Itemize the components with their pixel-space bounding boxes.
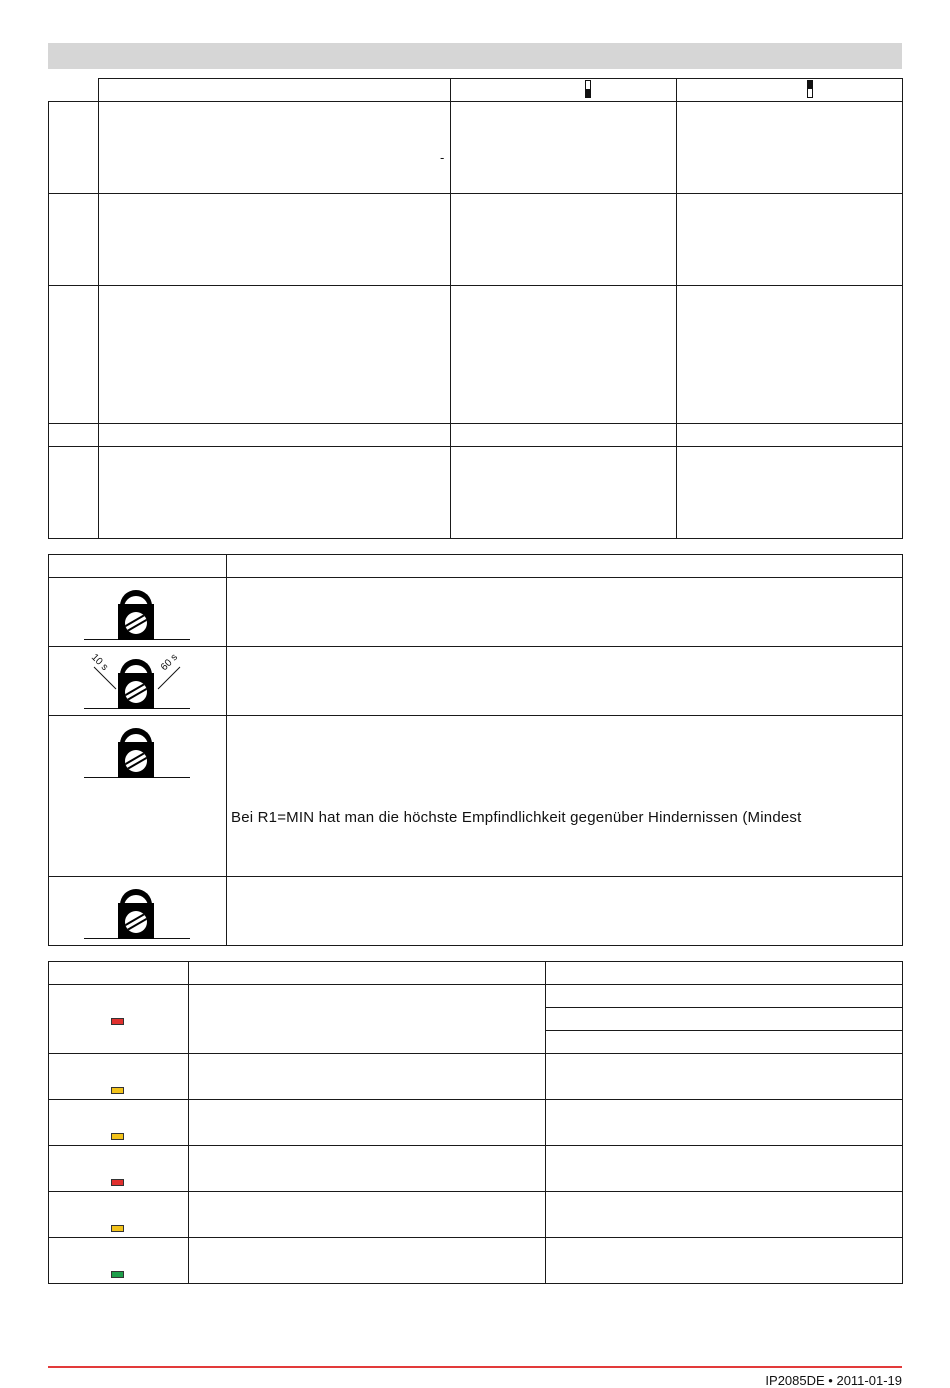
table3-bottom-border: [48, 1283, 903, 1284]
table3-row-divider: [48, 1237, 903, 1238]
hyphenation-dash: -: [440, 150, 445, 165]
table1-col-divider-3: [676, 78, 677, 538]
table3-subrow-divider: [545, 1030, 903, 1031]
table3-top-border: [48, 961, 903, 962]
table2-row-divider: [48, 715, 903, 716]
table2-left-border: [48, 554, 49, 945]
table1-top-border: [98, 78, 903, 79]
table1-bottom-border: [48, 538, 903, 539]
table2-col-divider: [226, 554, 227, 945]
table3-header-divider: [48, 984, 903, 985]
table2-header-divider: [48, 577, 903, 578]
table2-top-border: [48, 554, 903, 555]
footer-doc-id: IP2085DE • 2011-01-19: [765, 1373, 902, 1388]
table3-row-divider: [48, 1099, 903, 1100]
trimmer-sensitivity-icon: [84, 724, 190, 780]
table2-row-divider: [48, 646, 903, 647]
table3-row-divider: [48, 1053, 903, 1054]
table3-col-divider-2: [545, 961, 546, 1283]
table1-col-divider-1: [98, 78, 99, 538]
dip-switch-off-icon: [585, 80, 591, 98]
table1-row-divider: [48, 423, 903, 424]
table2-right-border: [902, 554, 903, 945]
trimmer-time-icon: [84, 651, 190, 711]
led-green-icon: [111, 1271, 124, 1278]
table2-row-divider: [48, 876, 903, 877]
table3-right-border: [902, 961, 903, 1283]
led-yellow-icon: [111, 1225, 124, 1232]
led-yellow-icon: [111, 1087, 124, 1094]
table1-row-divider: [48, 446, 903, 447]
dip-switch-on-icon: [807, 80, 813, 98]
table3-left-border: [48, 961, 49, 1283]
table1-row-divider: [48, 285, 903, 286]
led-yellow-icon: [111, 1133, 124, 1140]
table2-bottom-border: [48, 945, 903, 946]
footer-rule: [48, 1366, 902, 1368]
scale-min-label: 10 s: [88, 651, 111, 674]
sensitivity-description: Bei R1=MIN hat man die höchste Empfindlichkeit gegenüber Hindernissen (Mindest: [231, 809, 802, 826]
table1-header-divider: [48, 101, 903, 102]
trimmer-potentiometer-icon: [84, 586, 190, 642]
table3-subrow-divider: [545, 1007, 903, 1008]
table3-row-divider: [48, 1191, 903, 1192]
trimmer-potentiometer-icon: [84, 885, 190, 941]
table1-row-divider: [48, 193, 903, 194]
header-bar: [48, 43, 902, 69]
table1-left-border: [48, 101, 49, 538]
table3-row-divider: [48, 1145, 903, 1146]
led-red-icon: [111, 1179, 124, 1186]
table1-right-border: [902, 78, 903, 538]
table3-col-divider-1: [188, 961, 189, 1283]
led-red-icon: [111, 1018, 124, 1025]
scale-max-label: 60 s: [158, 651, 181, 674]
table1-col-divider-2: [450, 78, 451, 538]
